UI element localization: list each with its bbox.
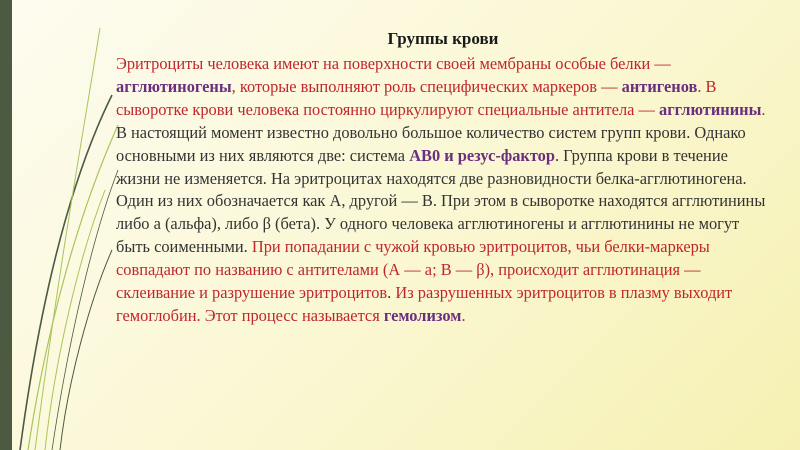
- text-segment: . Группа крови в течение жизни не изменяется. На эритроцитах находятся две разновидности белка-агглютиногена. Один из них обозначается как А, другой — В. При этом в сыворотке находятся агглютинины либо а (альфа), либо β (бета). У одного человека агглютиногены и агглютинины не могут быть соименными.: [116, 145, 766, 257]
- term-antigens: антигенов: [621, 76, 698, 96]
- term-agglutinogens: агглютиногены: [116, 76, 232, 96]
- slide-body: [116, 53, 776, 328]
- curve-line: [52, 170, 118, 450]
- text-segment: .: [761, 99, 766, 119]
- text-segment: . В сыворотке крови человека постоянно циркулируют специальные антитела —: [116, 76, 717, 119]
- term-ab0-rh: АВ0 и резус-фактор: [409, 145, 555, 165]
- paragraph-2: [116, 122, 776, 328]
- text-segment: .: [387, 283, 396, 303]
- curve-line: [45, 190, 105, 450]
- curve-line: [35, 28, 100, 450]
- curve-line: [60, 250, 112, 450]
- text-segment-highlight: Из разрушенных эритроцитов в плазму выходит гемоглобин. Этот процесс называется: [116, 283, 733, 325]
- text-segment: Эритроциты человека имеют на поверхности своей мембраны особые белки —: [116, 54, 671, 73]
- text-segment-highlight: При попадании с чужой кровью эритроцитов, чьи белки-маркеры совпадают по названию с антителами (А — а; В — β), происходит агглютинация — склеивание и разрушение эритроцитов: [116, 237, 710, 303]
- text-segment: В настоящий момент известно довольно большое количество систем групп крови. Однако основными из них являются две: система: [116, 122, 746, 165]
- paragraph-1: [116, 53, 776, 122]
- decorative-curves: [0, 0, 120, 450]
- term-hemolysis: гемолизом: [383, 305, 462, 325]
- text-segment: .: [461, 305, 466, 325]
- text-segment: , которые выполняют роль специфических маркеров —: [231, 76, 622, 96]
- term-agglutinins: агглютинины: [659, 99, 762, 119]
- slide-title: Группы крови: [387, 29, 499, 48]
